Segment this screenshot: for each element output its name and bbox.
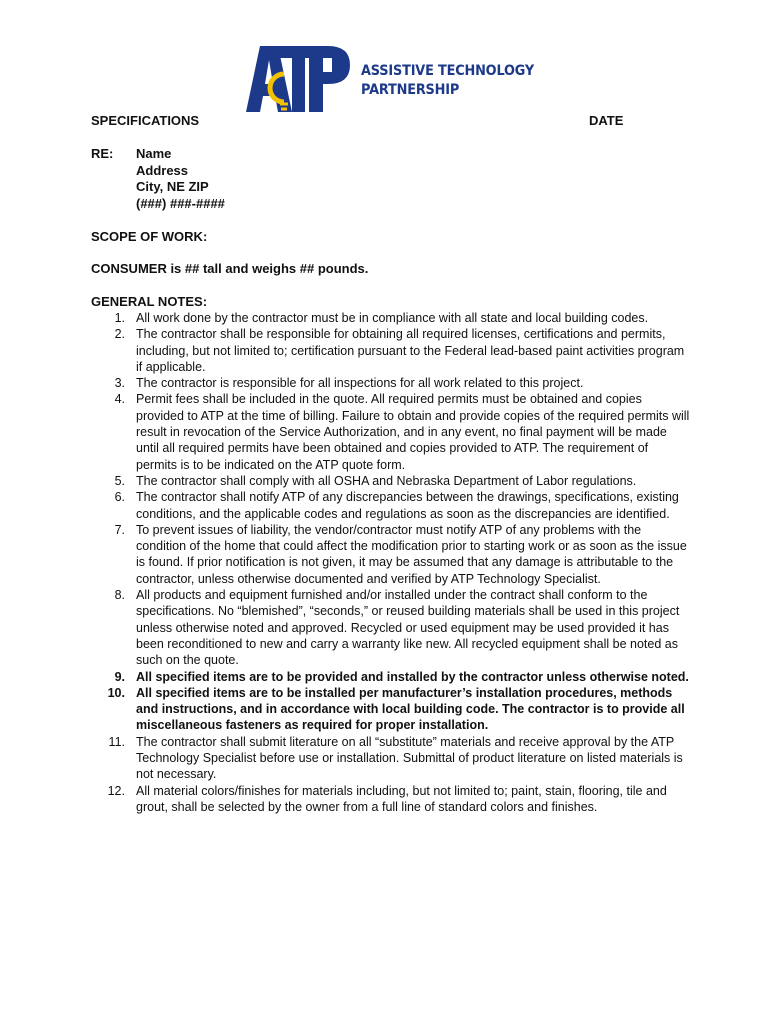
- note-number: 8.: [114, 588, 125, 603]
- general-notes-heading: GENERAL NOTES:: [91, 294, 208, 309]
- note-item: [91, 783, 691, 816]
- note-text: All specified items are to be installed per manufacturer’s installation procedures, methods and instructions, and in accordance with local building code. The contractor is to provide all miscellaneous fasteners as required for proper installation.: [136, 685, 685, 733]
- note-number: 9.: [114, 669, 125, 684]
- note-number: 10.: [107, 685, 125, 700]
- date-heading: DATE: [589, 113, 624, 128]
- note-text: The contractor shall submit literature on all “substitute” materials and receive approval by the ATP Technology Specialist before use or installation. Submittal of product literature on listed materials is not necessary.: [136, 734, 683, 782]
- note-number: 3.: [114, 376, 125, 391]
- recipient-name: Name: [136, 146, 172, 161]
- note-text: To prevent issues of liability, the vendor/contractor must notify ATP of any problems with the condition of the home that could affect the modification prior to starting work or as soon as the issue is found. If prior notification is not given, it may be assumed that any damage is attributable to the contractor, unless otherwise documented and verified by ATP Technology Specialist.: [136, 522, 687, 586]
- organization-name: [361, 62, 534, 100]
- note-text: The contractor shall be responsible for obtaining all required licenses, certifications and permits, including, but not limited to; certification pursuant to the Federal lead-based paint activities program if applicable.: [136, 327, 685, 374]
- note-item: [91, 669, 691, 685]
- specifications-heading: SPECIFICATIONS: [91, 113, 200, 128]
- note-text: All specified items are to be provided and installed by the contractor unless otherwise noted.: [136, 669, 689, 684]
- recipient-block: [136, 146, 225, 212]
- note-item: [91, 734, 691, 783]
- note-item: [91, 310, 691, 326]
- note-number: 4.: [114, 392, 125, 407]
- note-item: [91, 587, 691, 668]
- org-name-line-1: ASSISTIVE TECHNOLOGY: [361, 63, 535, 79]
- note-number: 11.: [108, 734, 125, 749]
- re-label: RE:: [91, 146, 114, 161]
- consumer-line: CONSUMER is ## tall and weighs ## pounds.: [91, 261, 369, 276]
- note-number: 7.: [114, 522, 125, 537]
- note-number: 5.: [114, 473, 125, 488]
- note-number: 1.: [114, 311, 125, 325]
- org-name-line-2: PARTNERSHIP: [361, 82, 460, 98]
- scope-of-work-heading: SCOPE OF WORK:: [91, 229, 208, 244]
- note-text: The contractor is responsible for all inspections for all work related to this project.: [136, 376, 584, 391]
- note-item: [91, 522, 691, 587]
- note-item: [91, 375, 691, 391]
- note-number: 12.: [107, 783, 125, 798]
- note-text: All products and equipment furnished and/or installed under the contract shall conform to the specifications. No “blemished”, “seconds,” or reused building materials shall be used in this project unless otherwise noted and approved. Recycled or used equipment may be used provided it has been reconditioned to new and carry a warranty like new. All recycled equipment shall be noted as such on the quote.: [136, 588, 680, 668]
- note-number: 6.: [114, 490, 125, 505]
- note-item: [91, 489, 691, 522]
- note-item: [91, 326, 691, 375]
- recipient-address: Address: [136, 162, 189, 178]
- recipient-phone: (###) ###-####: [136, 195, 225, 211]
- general-notes-list: [91, 310, 691, 815]
- note-text: The contractor shall comply with all OSHA and Nebraska Department of Labor regulations.: [136, 473, 637, 488]
- note-item: [91, 473, 691, 489]
- note-text: The contractor shall notify ATP of any discrepancies between the drawings, specifications, existing conditions, and the applicable codes and regulations as soon as the discrepancies are identified.: [136, 490, 679, 521]
- recipient-city: City, NE ZIP: [136, 179, 209, 194]
- atp-logo-mark: [246, 44, 358, 114]
- note-item: [91, 685, 691, 734]
- note-text: All material colors/finishes for materials including, but not limited to; paint, stain, flooring, tile and grout, shall be selected by the owner from a full line of standard colors and finishes.: [136, 783, 667, 814]
- note-item: [91, 391, 691, 472]
- note-text: All work done by the contractor must be in compliance with all state and local building codes.: [136, 311, 649, 325]
- atp-logo: [246, 44, 536, 114]
- note-text: Permit fees shall be included in the quote. All required permits must be obtained and copies provided to ATP at the time of billing. Failure to obtain and provide copies of the required permits will result in revocation of the Service Authorization, and in any event, no final payment will be made until all required permits have been obtained and copies provided to ATP. The requirement of permits is to be indicated on the ATP quote form.: [136, 392, 690, 472]
- note-number: 2.: [114, 327, 125, 342]
